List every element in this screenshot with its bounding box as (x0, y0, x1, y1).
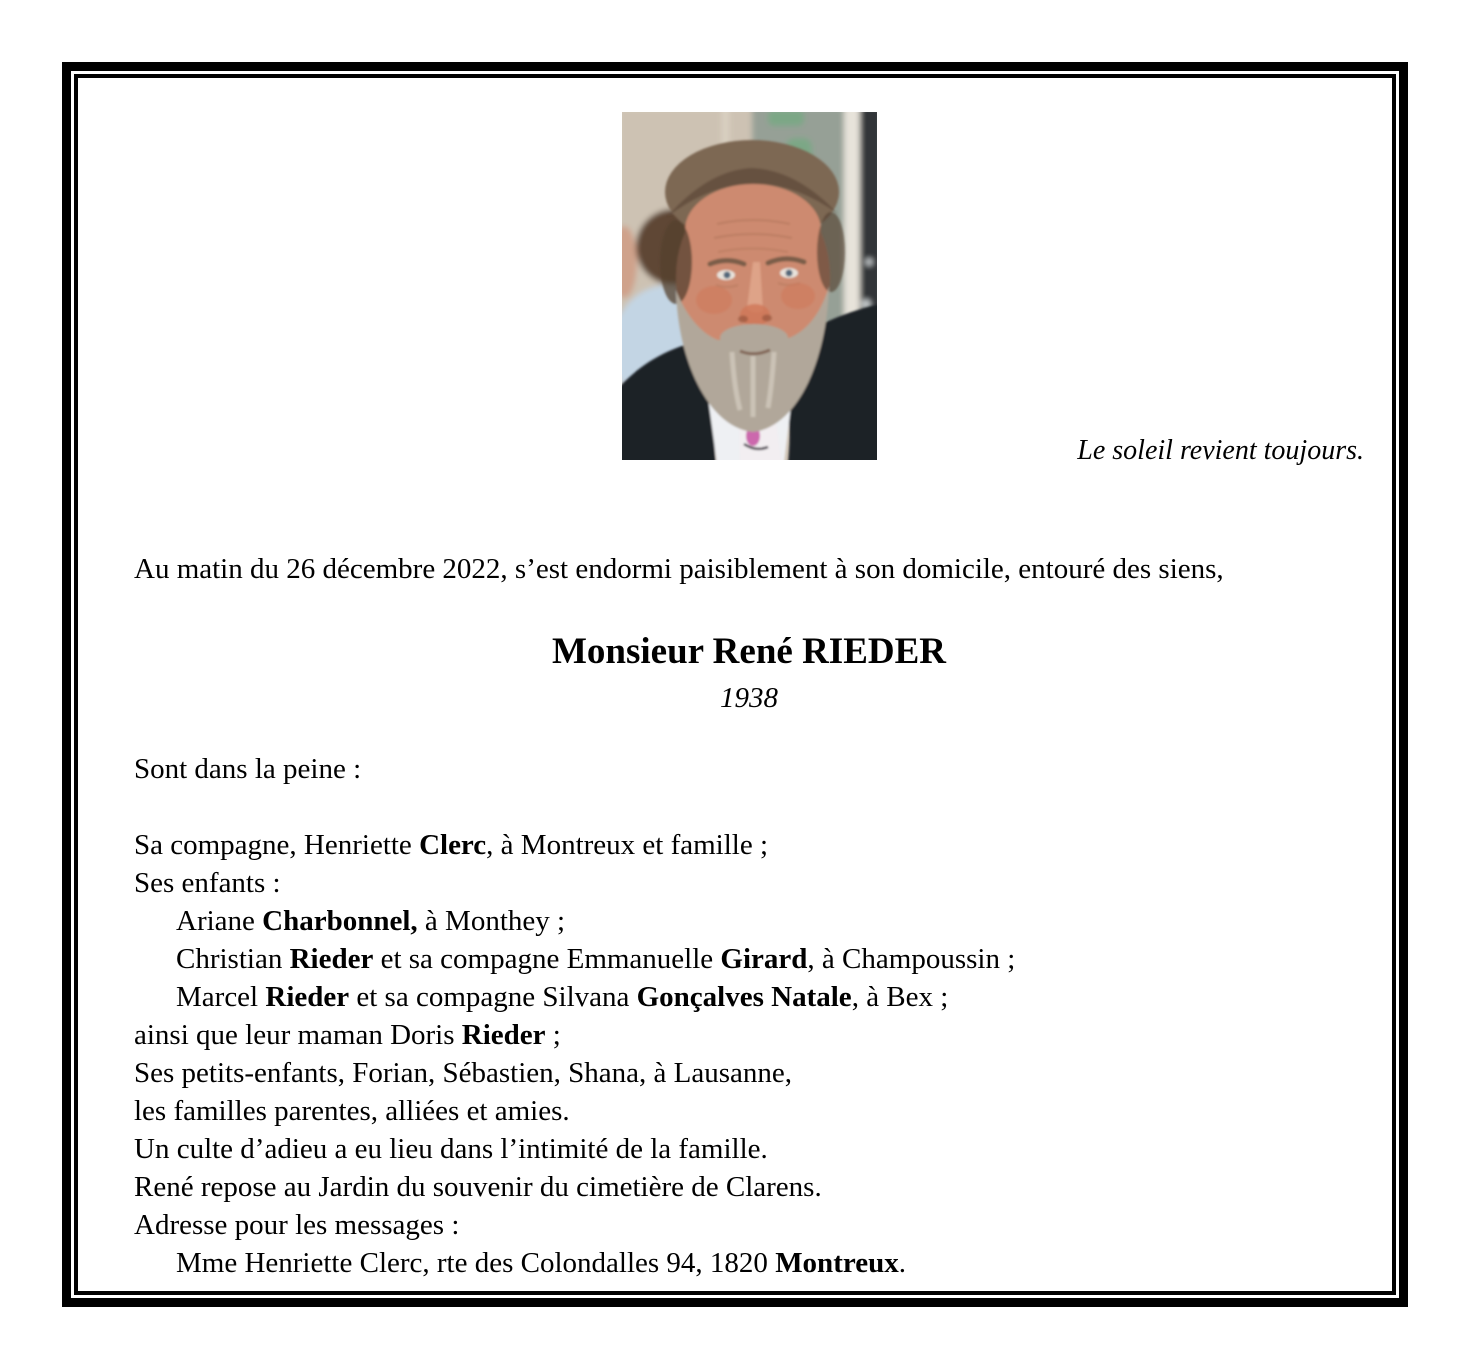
family-name-bold: Rieder (289, 943, 374, 975)
mourner-line (134, 940, 1364, 978)
mourner-line (134, 1206, 1364, 1244)
family-name-bold: Rieder (265, 981, 350, 1013)
mourner-line (134, 864, 1364, 902)
text-segment: , à Montreux et famille ; (486, 829, 769, 861)
mourner-line (134, 902, 1364, 940)
intro-line: Au matin du 26 décembre 2022, s’est endormi paisiblement à son domicile, entouré des siens, (134, 553, 1224, 585)
birth-year: 1938 (720, 682, 778, 714)
mourner-line (134, 1016, 1364, 1054)
portrait-illustration (622, 112, 877, 460)
text-segment: René repose au Jardin du souvenir du cimetière de Clarens. (134, 1171, 822, 1203)
border-frame-inner (74, 74, 1396, 1295)
text-segment: Christian (176, 943, 290, 975)
text-segment: Sa compagne, Henriette (134, 829, 420, 861)
text-segment: , à Bex ; (851, 981, 949, 1013)
text-segment: Adresse pour les messages : (134, 1209, 460, 1241)
family-name-bold: Girard (720, 943, 808, 975)
mourners-section (134, 750, 1364, 1282)
epitaph-quote: Le soleil revient toujours. (1077, 435, 1364, 466)
mourner-lines (134, 826, 1364, 1282)
text-segment: à Monthey ; (417, 905, 566, 937)
text-segment: Mme Henriette Clerc, rte des Colondalles 94, 1820 (176, 1247, 776, 1279)
mourner-line (134, 978, 1364, 1016)
mourner-line (134, 1092, 1364, 1130)
text-segment: Ses enfants : (134, 867, 281, 899)
mourner-line (134, 1130, 1364, 1168)
family-name-bold: Clerc (419, 829, 487, 861)
text-segment: et sa compagne Emmanuelle (373, 943, 721, 975)
mourning-header: Sont dans la peine : (134, 753, 362, 785)
family-name-bold: Gonçalves Natale (636, 981, 852, 1013)
text-segment: Ses petits-enfants, Forian, Sébastien, Shana, à Lausanne, (134, 1057, 792, 1089)
family-name-bold: Montreux (775, 1247, 899, 1279)
text-segment: et sa compagne Silvana (349, 981, 637, 1013)
border-frame-outer (62, 62, 1408, 1307)
family-name-bold: Charbonnel, (262, 905, 418, 937)
text-segment: Un culte d’adieu a eu lieu dans l’intimité de la famille. (134, 1133, 768, 1165)
mourner-line (134, 1054, 1364, 1092)
text-segment: ainsi que leur maman Doris (134, 1019, 462, 1051)
deceased-name: Monsieur René RIEDER (552, 631, 946, 672)
mourner-line (134, 1244, 1364, 1282)
text-segment: ; (545, 1019, 561, 1051)
mourner-line (134, 826, 1364, 864)
text-segment: les familles parentes, alliées et amies. (134, 1095, 570, 1127)
announcement-content (78, 78, 1392, 1291)
text-segment: Marcel (176, 981, 266, 1013)
mourner-line (134, 1168, 1364, 1206)
text-segment: . (898, 1247, 906, 1279)
blank-line (134, 788, 1364, 826)
portrait-photo (622, 112, 877, 460)
text-segment: , à Champoussin ; (807, 943, 1016, 975)
text-segment: Ariane (176, 905, 263, 937)
family-name-bold: Rieder (461, 1019, 546, 1051)
